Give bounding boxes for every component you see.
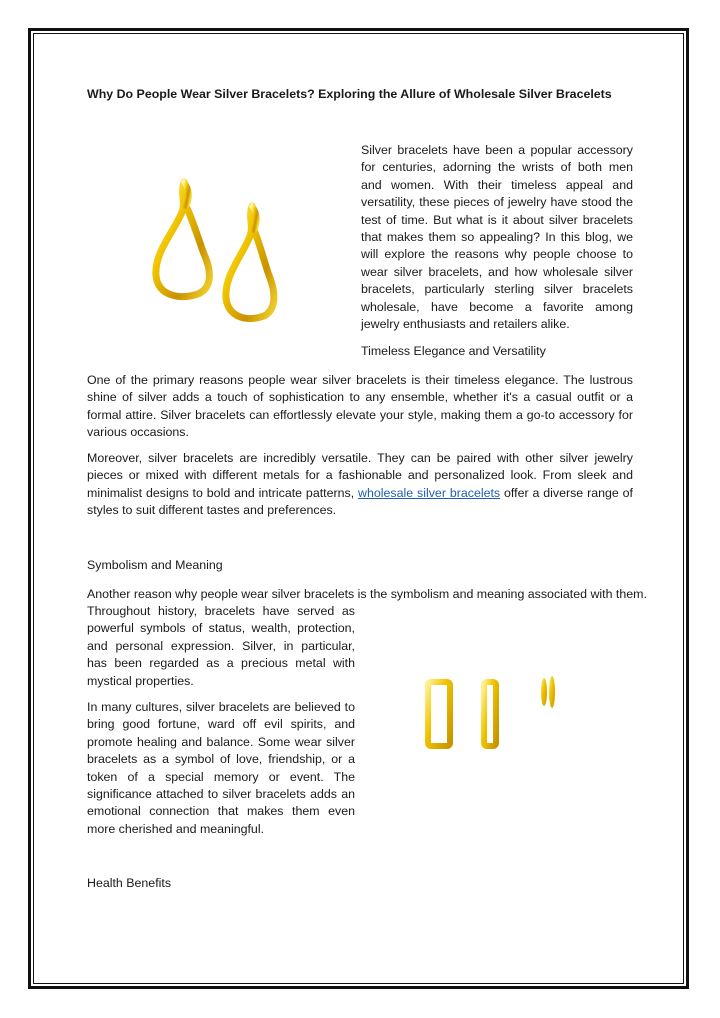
- symbolism-paragraph-1-line: Another reason why people wear silver bracelets is the symbolism and meaning associated with them.: [87, 587, 647, 601]
- gold-rectangle-earrings-image: [418, 670, 578, 760]
- elegance-paragraph-1: One of the primary reasons people wear silver bracelets is their timeless elegance. The lustrous shine of silver adds a touch of sophistication to any ensemble, whether it's a casual outfit or a formal attire. Silver bracelets can effortlessly elevate your style, making them a go-to accessory for various occasions.: [87, 373, 633, 440]
- section-heading-health: Health Benefits: [87, 876, 172, 890]
- intro-paragraph: Silver bracelets have been a popular accessory for centuries, adorning the wrists of both men and women. With their timeless appeal and versatility, these pieces of jewelry have stood the test of time. But what is it about silver bracelets that makes them so appealing? In this blog, we will explore the reasons why people choose to wear silver bracelets, and how wholesale silver bracelets, particularly sterling silver bracelets wholesale, have become a favorite among jewelry enthusiasts and retailers alike.: [361, 143, 633, 332]
- elegance-paragraph-2: [87, 450, 633, 520]
- wholesale-silver-bracelets-link[interactable]: wholesale silver bracelets: [358, 485, 501, 500]
- article-title: Why Do People Wear Silver Bracelets? Exploring the Allure of Wholesale Silver Bracelets: [87, 87, 612, 101]
- elegance-p2-start: Moreover, silver bracelets are incredibly versatile. They can be paired with other silver jewelry pieces or mixed with different metals for a fashionable and personalized look. From sleek and minimalist designs to bold and intricate patterns,: [87, 451, 633, 500]
- symbolism-paragraph-1-rest: Throughout history, bracelets have served as powerful symbols of status, wealth, protection, and personal expression. Silver, in particular, has been regarded as a precious metal with mystical properties.: [87, 604, 355, 688]
- elegance-p2-end: offer a diverse range of styles to suit different tastes and preferences.: [87, 485, 633, 518]
- gold-twist-earrings-image: [140, 172, 280, 332]
- section-heading-elegance: Timeless Elegance and Versatility: [361, 344, 546, 358]
- section-heading-symbolism: Symbolism and Meaning: [87, 558, 223, 572]
- symbolism-paragraph-2: In many cultures, silver bracelets are believed to bring good fortune, ward off evil spirits, and promote healing and balance. Some wear silver bracelets as a symbol of love, friendship, or a token of a special memory or event. The significance attached to silver bracelets adds an emotional connection that makes them even more cherished and meaningful.: [87, 700, 355, 836]
